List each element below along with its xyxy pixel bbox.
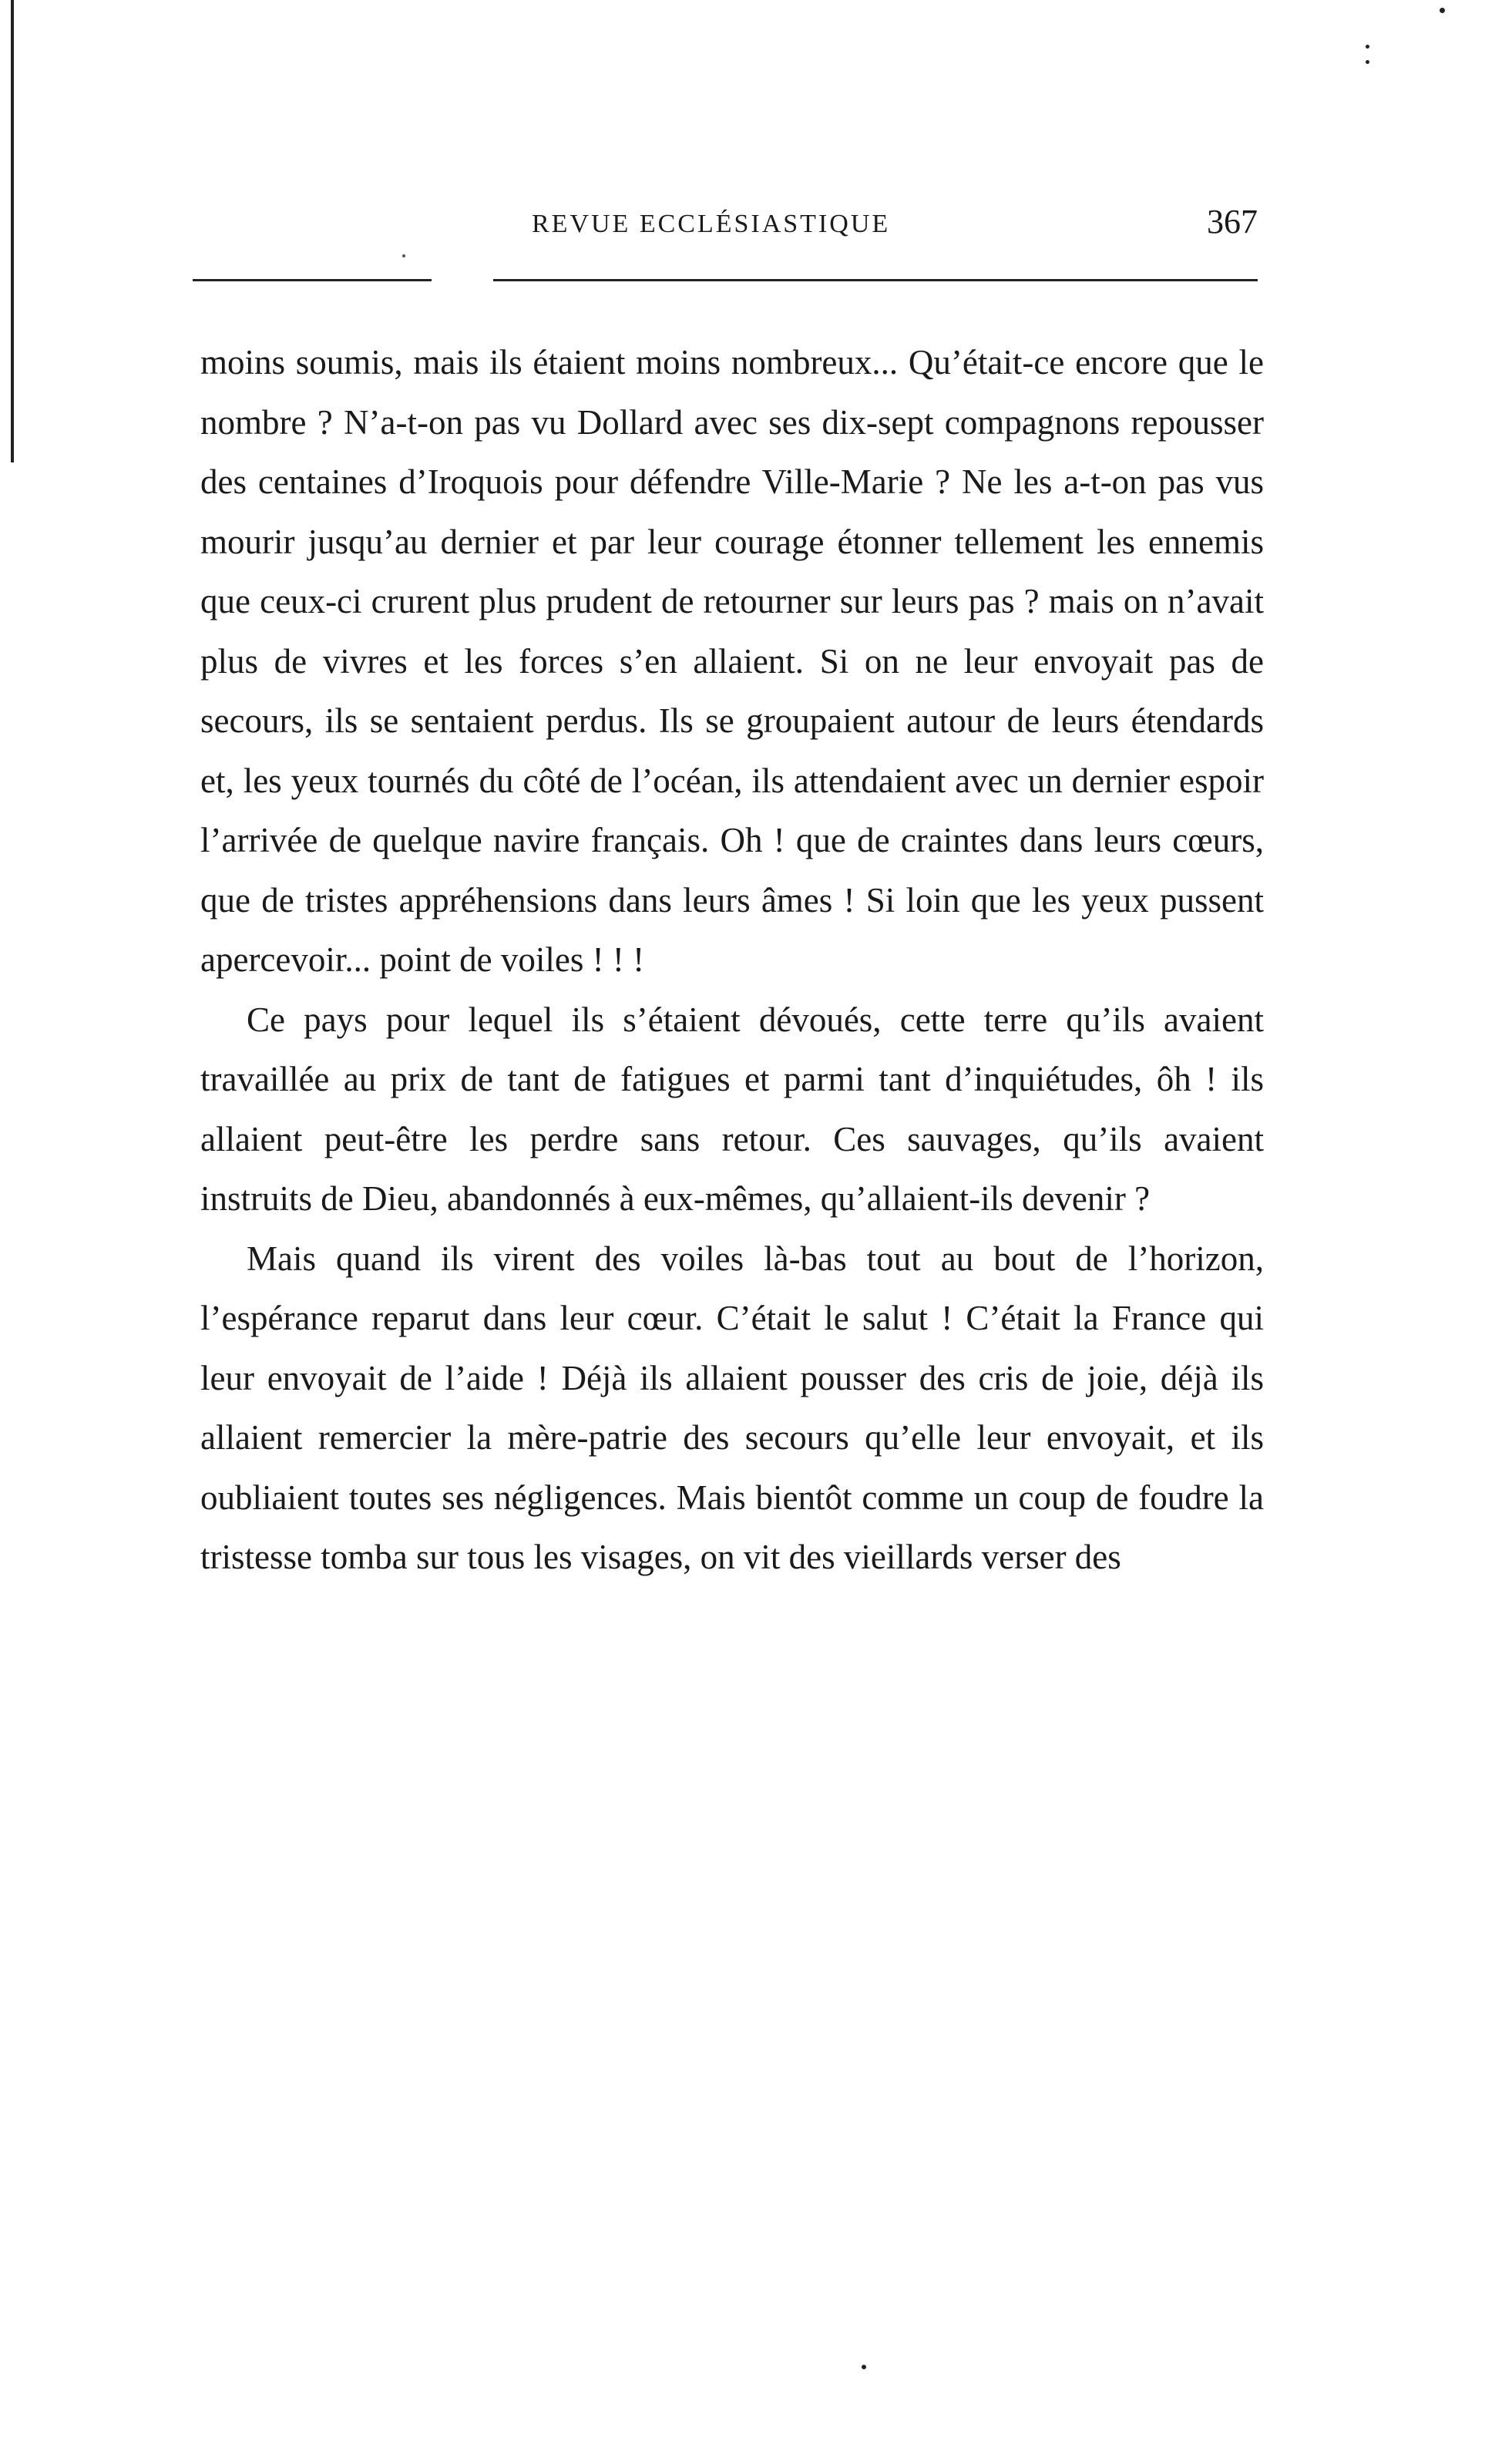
page-header bbox=[193, 202, 1258, 248]
page-edge-shadow bbox=[11, 0, 14, 462]
page-number: 367 bbox=[1207, 203, 1258, 240]
paragraph: Ce pays pour lequel ils s’étaient dévoués, cette terre qu’ils avaient travaillée au prix de tant de fatigues et parmi tant d’inquiétudes, ôh ! ils allaient peut-être les perdre sans retour. Ces sauvages, qu’ils avaient instruits de Dieu, abandonnés à eux-mêmes, qu’allaient-ils devenir ? bbox=[200, 1000, 1264, 1218]
scan-speck bbox=[402, 254, 405, 257]
header-rule bbox=[193, 279, 1258, 281]
paragraph: Mais quand ils virent des voiles là-bas tout au bout de l’horizon, l’espérance reparut dans leur cœur. C’était le salut ! C’était la France qui leur envoyait de l’aide ! Déjà ils allaient pousser des cris de joie, déjà ils allaient remercier la mère-patrie des secours qu’elle leur envoyait, et ils oubliaient toutes ses négligences. Mais bientôt comme un coup de foudre la tristesse tomba sur tous les visages, on vit des vieillards verser des bbox=[200, 1239, 1264, 1576]
running-title: REVUE ECCLÉSIASTIQUE bbox=[532, 210, 891, 238]
paragraph: moins soumis, mais ils étaient moins nombreux... Qu’était-ce encore que le nombre ? N’a-t-on pas vu Dollard avec ses dix-sept compagnons repousser des centaines d’Iroquois pour défendre Ville-Marie ? Ne les a-t-on pas vus mourir jusqu’au dernier et par leur courage étonner tellement les ennemis que ceux-ci crurent plus prudent de retourner sur leurs pas ? mais on n’avait plus de vivres et les forces s’en allaient. Si on ne leur envoyait pas de secours, ils se sentaient perdus. Ils se groupaient autour de leurs étendards et, les yeux tournés du côté de l’océan, ils attendaient avec un dernier espoir l’arrivée de quelque navire français. Oh ! que de craintes dans leurs cœurs, que de tristes appréhensions dans leurs âmes ! Si loin que les yeux pussent apercevoir... point de voiles ! ! ! bbox=[200, 343, 1264, 979]
scan-speck bbox=[1366, 45, 1369, 49]
body-text bbox=[200, 333, 1264, 1588]
scan-speck bbox=[862, 2365, 866, 2369]
header-rule-break bbox=[432, 276, 493, 284]
scan-speck bbox=[1366, 60, 1369, 64]
scan-speck bbox=[1440, 8, 1445, 13]
